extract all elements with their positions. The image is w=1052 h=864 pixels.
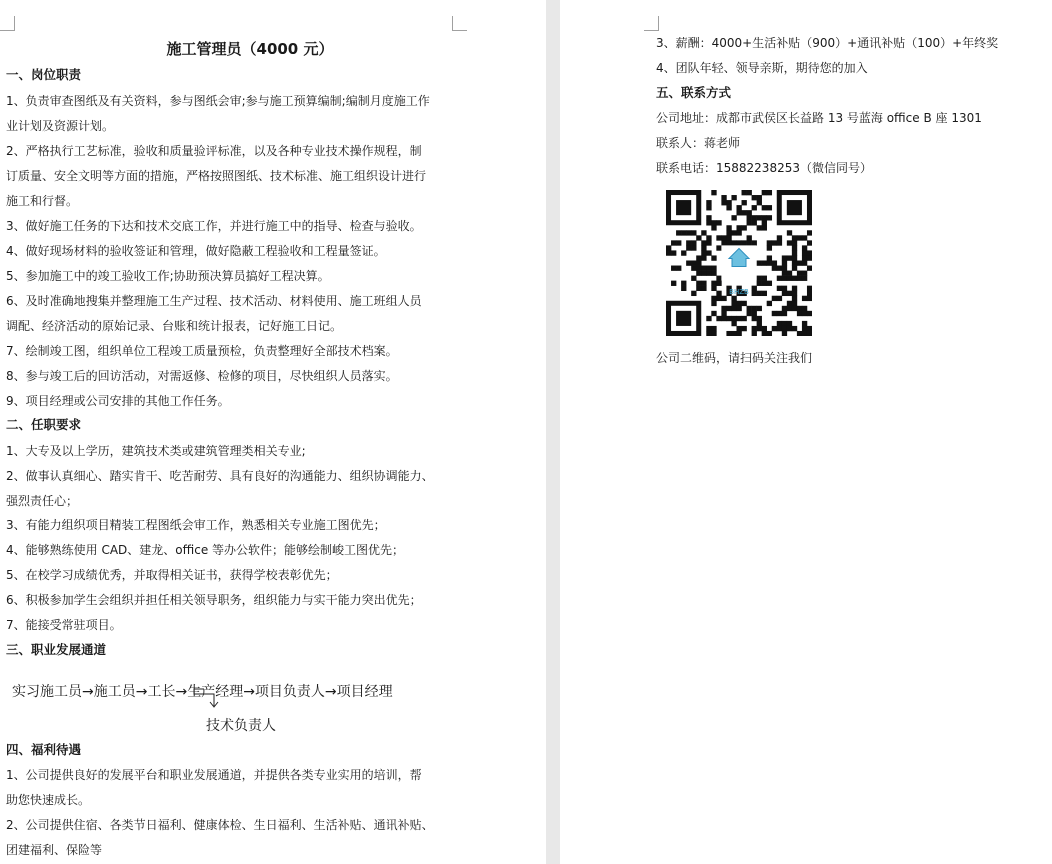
qr-code-icon — [666, 190, 812, 336]
career-path-branch: 技术负责人 — [206, 718, 276, 734]
body-text-line: 5、在校学习成绩优秀，并取得相关证书，获得学校表彰优先； — [6, 568, 338, 582]
margin-corner-mark — [644, 16, 659, 31]
body-text-line: 业计划及资源计划。 — [6, 119, 115, 133]
margin-corner-mark — [452, 16, 467, 31]
body-text-line: 3、做好施工任务的下达和技术交底工作，并进行施工中的指导、检查与验收。 — [6, 219, 422, 233]
body-text-line: 2、公司提供住宿、各类节日福利、健康体检、生日福利、生活补贴、通讯补贴、 — [6, 818, 434, 832]
body-text-line: 6、及时准确地搜集并整理施工生产过程、技术活动、材料使用、施工班组人员 — [6, 294, 422, 308]
body-text-line: 1、负责审查图纸及有关资料，参与图纸会审;参与施工预算编制;编制月度施工作 — [6, 94, 430, 108]
body-text-line: 联系人：蒋老师 — [656, 136, 741, 150]
body-text-line: 团建福利、保险等 — [6, 843, 103, 857]
body-text-line: 6、积极参加学生会组织并担任相关领导职务，组织能力与实干能力突出优先； — [6, 593, 422, 607]
body-text-line: 订质量、安全文明等方面的措施，严格按照图纸、技术标准、施工组织设计进行 — [6, 169, 427, 183]
body-text-line: 8、参与竣工后的回访活动，对需返修、检修的项目，尽快组织人员落实。 — [6, 369, 398, 383]
section-heading: 五、联系方式 — [656, 85, 732, 100]
section-heading: 二、任职要求 — [6, 417, 82, 432]
body-text-line: 4、做好现场材料的验收签证和管理，做好隐蔽工程验收和工程量签证。 — [6, 244, 386, 258]
section-heading: 四、福利待遇 — [6, 742, 82, 757]
page-gutter — [546, 0, 560, 864]
body-text-line: 2、做事认真细心、踏实肯干、吃苦耐劳、具有良好的沟通能力、组织协调能力、 — [6, 469, 434, 483]
body-text-line: 2、严格执行工艺标准，验收和质量验评标准，以及各种专业技术操作规程，制 — [6, 144, 422, 158]
body-text-line: 公司地址：成都市武侯区长益路 13 号蓝海 office B 座 1301 — [656, 111, 982, 125]
body-text-line: 调配、经济活动的原始记录、台账和统计报表，记好施工日记。 — [6, 319, 343, 333]
body-text-line: 助您快速成长。 — [6, 793, 91, 807]
career-path-main: 实习施工员→施工员→工长→生产经理→项目负责人→项目经理 — [12, 684, 393, 700]
body-text-line: 施工和行督。 — [6, 194, 79, 208]
body-text-line: 5、参加施工中的竣工验收工作;协助预决算员搞好工程决算。 — [6, 269, 330, 283]
body-text-line: 3、有能力组织项目精装工程图纸会审工作，熟悉相关专业施工图优先； — [6, 518, 386, 532]
margin-corner-mark — [0, 16, 15, 31]
section-heading: 三、职业发展通道 — [6, 642, 107, 657]
body-text-line: 7、能接受常驻项目。 — [6, 618, 122, 632]
body-text-line: 4、团队年轻、领导亲斯，期待您的加入 — [656, 61, 868, 75]
document-title: 施工管理员（4000 元） — [166, 40, 334, 58]
body-text-line: 公司二维码，请扫码关注我们 — [656, 351, 813, 365]
body-text-line: 1、大专及以上学历，建筑技术类或建筑管理类相关专业; — [6, 444, 306, 458]
qr-logo-text: BHZB — [729, 288, 749, 296]
career-branch-arrow — [190, 686, 230, 712]
body-text-line: 联系电话：15882238253（微信同号） — [656, 161, 872, 175]
body-text-line: 3、薪酬：4000+生活补贴（900）+通讯补贴（100）+年终奖 — [656, 36, 999, 50]
body-text-line: 7、绘制竣工图，组织单位工程竣工质量预检，负责整理好全部技术档案。 — [6, 344, 398, 358]
right-page — [560, 0, 1052, 864]
section-heading: 一、岗位职责 — [6, 67, 82, 82]
body-text-line: 1、公司提供良好的发展平台和职业发展通道，并提供各类专业实用的培训，帮 — [6, 768, 422, 782]
qr-code — [666, 190, 812, 336]
body-text-line: 强烈责任心； — [6, 494, 79, 508]
body-text-line: 4、能够熟练使用 CAD、建龙、office 等办公软件；能够绘制峻工图优先； — [6, 543, 405, 557]
body-text-line: 9、项目经理或公司安排的其他工作任务。 — [6, 394, 230, 408]
